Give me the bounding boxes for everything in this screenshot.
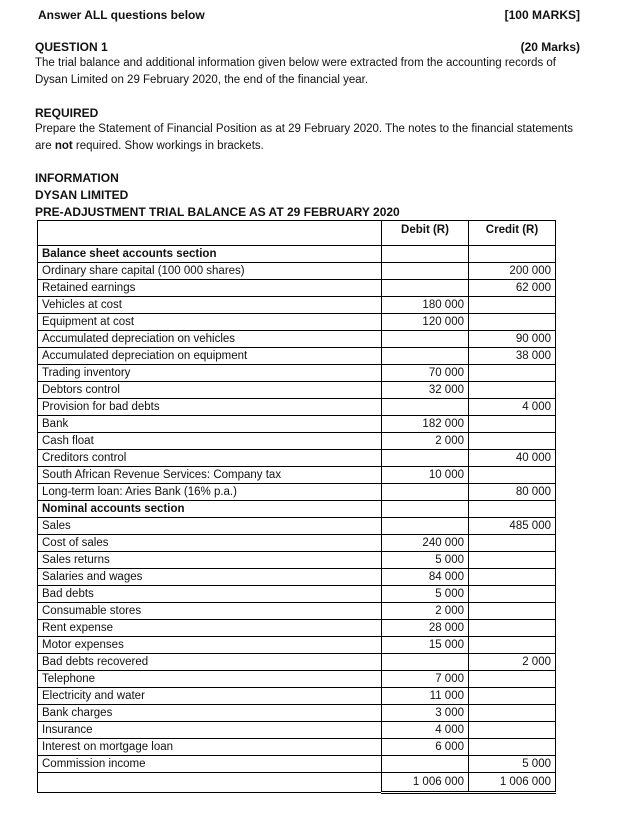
account-label: Retained earnings — [38, 280, 382, 297]
account-label: Cost of sales — [38, 535, 382, 552]
account-label: Consumable stores — [38, 603, 382, 620]
account-label: Bad debts — [38, 586, 382, 603]
account-label: Salaries and wages — [38, 569, 382, 586]
credit-value: 62 000 — [469, 280, 556, 297]
account-label: Insurance — [38, 722, 382, 739]
debit-value: 2 000 — [382, 603, 469, 620]
account-label: Bank — [38, 416, 382, 433]
information-heading: INFORMATION — [35, 171, 119, 185]
credit-value — [469, 671, 556, 688]
debit-value: 10 000 — [382, 467, 469, 484]
totals-label-cell — [38, 773, 382, 793]
debit-value: 5 000 — [382, 586, 469, 603]
section-row — [38, 501, 556, 518]
table-row — [38, 263, 556, 280]
credit-value — [469, 501, 556, 518]
table-row — [38, 348, 556, 365]
table-row — [38, 603, 556, 620]
account-label: Vehicles at cost — [38, 297, 382, 314]
credit-value — [469, 365, 556, 382]
credit-value — [469, 705, 556, 722]
account-label: Accumulated depreciation on vehicles — [38, 331, 382, 348]
table-row — [38, 280, 556, 297]
account-label: Debtors control — [38, 382, 382, 399]
credit-value: 80 000 — [469, 484, 556, 501]
debit-value — [382, 518, 469, 535]
total-credit: 1 006 000 — [469, 773, 556, 793]
header-debit: Debit (R) — [382, 221, 469, 246]
debit-value: 5 000 — [382, 552, 469, 569]
credit-value: 2 000 — [469, 654, 556, 671]
credit-value — [469, 586, 556, 603]
credit-value: 5 000 — [469, 756, 556, 773]
debit-value: 6 000 — [382, 739, 469, 756]
credit-value — [469, 739, 556, 756]
required-text-part2: required. Show workings in brackets. — [72, 139, 264, 152]
table-row — [38, 705, 556, 722]
account-label: South African Revenue Services: Company tax — [38, 467, 382, 484]
question-intro: The trial balance and additional information given below were extracted from the accounting records of Dysan Limited on 29 February 2020, the end of the financial year. — [35, 57, 556, 86]
credit-value — [469, 314, 556, 331]
credit-value: 485 000 — [469, 518, 556, 535]
table-row — [38, 382, 556, 399]
account-label: Balance sheet accounts section — [38, 246, 382, 263]
table-row — [38, 671, 556, 688]
table-row — [38, 586, 556, 603]
account-label: Interest on mortgage loan — [38, 739, 382, 756]
debit-value: 182 000 — [382, 416, 469, 433]
table-row — [38, 314, 556, 331]
debit-value — [382, 348, 469, 365]
table-row — [38, 484, 556, 501]
table-row — [38, 450, 556, 467]
debit-value — [382, 501, 469, 518]
total-marks: [100 MARKS] — [504, 8, 580, 22]
debit-value — [382, 484, 469, 501]
table-row — [38, 552, 556, 569]
debit-value — [382, 756, 469, 773]
account-label: Ordinary share capital (100 000 shares) — [38, 263, 382, 280]
credit-value — [469, 552, 556, 569]
table-row — [38, 739, 556, 756]
credit-value — [469, 297, 556, 314]
account-label: Sales — [38, 518, 382, 535]
debit-value — [382, 654, 469, 671]
debit-value — [382, 263, 469, 280]
debit-value — [382, 331, 469, 348]
credit-value — [469, 637, 556, 654]
table-row — [38, 654, 556, 671]
trial-balance-table — [37, 220, 556, 794]
account-label: Sales returns — [38, 552, 382, 569]
table-row — [38, 620, 556, 637]
debit-value: 32 000 — [382, 382, 469, 399]
credit-value: 200 000 — [469, 263, 556, 280]
account-label: Provision for bad debts — [38, 399, 382, 416]
header-description-cell — [38, 221, 382, 246]
credit-value: 4 000 — [469, 399, 556, 416]
account-label: Commission income — [38, 756, 382, 773]
table-row — [38, 399, 556, 416]
credit-value: 90 000 — [469, 331, 556, 348]
account-label: Equipment at cost — [38, 314, 382, 331]
credit-value — [469, 688, 556, 705]
table-header-row — [38, 221, 556, 246]
debit-value — [382, 246, 469, 263]
table-row — [38, 416, 556, 433]
debit-value: 3 000 — [382, 705, 469, 722]
debit-value: 7 000 — [382, 671, 469, 688]
table-row — [38, 535, 556, 552]
debit-value: 70 000 — [382, 365, 469, 382]
required-text-part1: Prepare the Statement of Financial Position as at 29 February 2020. The notes to the financial statements are — [35, 123, 574, 152]
debit-value: 120 000 — [382, 314, 469, 331]
section-row — [38, 246, 556, 263]
credit-value — [469, 433, 556, 450]
credit-value — [469, 569, 556, 586]
account-label: Bad debts recovered — [38, 654, 382, 671]
table-row — [38, 297, 556, 314]
credit-value — [469, 246, 556, 263]
required-heading: REQUIRED — [35, 106, 99, 120]
account-label: Nominal accounts section — [38, 501, 382, 518]
debit-value: 28 000 — [382, 620, 469, 637]
debit-value: 84 000 — [382, 569, 469, 586]
debit-value: 15 000 — [382, 637, 469, 654]
credit-value — [469, 722, 556, 739]
account-label: Long-term loan: Aries Bank (16% p.a.) — [38, 484, 382, 501]
credit-value — [469, 382, 556, 399]
table-row — [38, 365, 556, 382]
debit-value: 11 000 — [382, 688, 469, 705]
credit-value — [469, 620, 556, 637]
header-credit: Credit (R) — [469, 221, 556, 246]
debit-value — [382, 280, 469, 297]
table-row — [38, 637, 556, 654]
company-name: DYSAN LIMITED — [35, 188, 129, 202]
account-label: Accumulated depreciation on equipment — [38, 348, 382, 365]
debit-value: 240 000 — [382, 535, 469, 552]
debit-value: 4 000 — [382, 722, 469, 739]
credit-value — [469, 535, 556, 552]
instruction-text: Answer ALL questions below — [38, 8, 205, 22]
question-title: QUESTION 1 — [35, 40, 108, 54]
table-title: PRE-ADJUSTMENT TRIAL BALANCE AS AT 29 FEBRUARY 2020 — [35, 205, 400, 219]
account-label: Trading inventory — [38, 365, 382, 382]
account-label: Cash float — [38, 433, 382, 450]
question-marks: (20 Marks) — [520, 40, 580, 54]
table-row — [38, 518, 556, 535]
account-label: Rent expense — [38, 620, 382, 637]
credit-value — [469, 467, 556, 484]
credit-value: 38 000 — [469, 348, 556, 365]
debit-value: 180 000 — [382, 297, 469, 314]
account-label: Motor expenses — [38, 637, 382, 654]
account-label: Electricity and water — [38, 688, 382, 705]
credit-value — [469, 603, 556, 620]
required-text — [35, 121, 590, 154]
totals-row — [38, 773, 556, 793]
debit-value — [382, 450, 469, 467]
table-row — [38, 331, 556, 348]
debit-value — [382, 399, 469, 416]
credit-value — [469, 416, 556, 433]
table-row — [38, 722, 556, 739]
table-row — [38, 467, 556, 484]
account-label: Bank charges — [38, 705, 382, 722]
account-label: Creditors control — [38, 450, 382, 467]
table-row — [38, 569, 556, 586]
table-row — [38, 756, 556, 773]
debit-value: 2 000 — [382, 433, 469, 450]
total-debit: 1 006 000 — [382, 773, 469, 793]
account-label: Telephone — [38, 671, 382, 688]
table-row — [38, 433, 556, 450]
credit-value: 40 000 — [469, 450, 556, 467]
required-text-emphasis: not — [54, 139, 73, 152]
table-row — [38, 688, 556, 705]
